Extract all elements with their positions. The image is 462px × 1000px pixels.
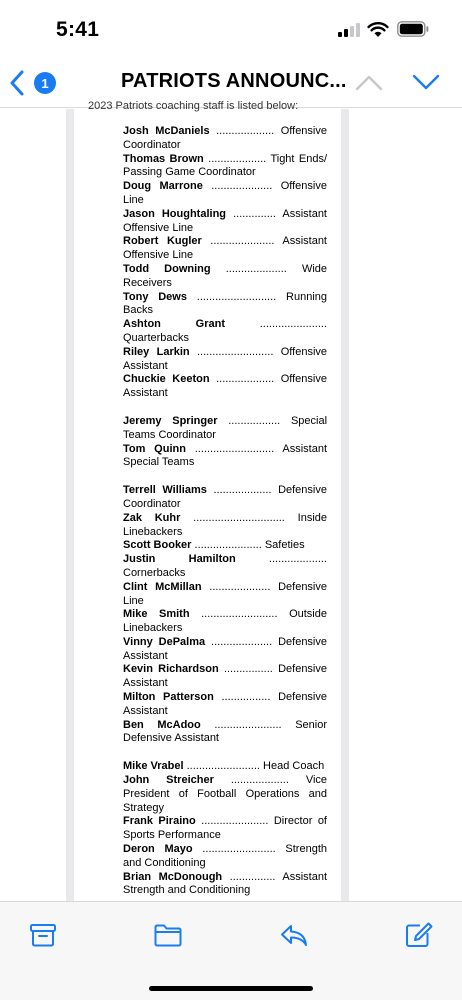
- leader-dots: ...................: [216, 373, 275, 386]
- staff-name: Mike Vrabel: [123, 760, 184, 773]
- staff-name: Todd Downing: [123, 262, 211, 275]
- staff-name: Jeremy Springer: [123, 414, 218, 427]
- staff-name: Clint McMillan: [123, 580, 202, 593]
- staff-entry: [123, 553, 327, 581]
- staff-name: Riley Larkin: [123, 345, 190, 358]
- staff-entry: [123, 208, 327, 236]
- archive-icon[interactable]: [28, 921, 58, 949]
- staff-entry: [123, 843, 327, 871]
- group-spacer: [123, 470, 327, 484]
- status-bar: [0, 0, 462, 58]
- leader-dots: ..........................: [194, 442, 275, 455]
- wifi-icon: [367, 20, 389, 38]
- cellular-signal-icon: [338, 23, 362, 37]
- leader-dots: ...................: [213, 484, 272, 497]
- staff-entry: [123, 760, 327, 774]
- staff-role: Defensive Coordinator: [123, 484, 327, 510]
- staff-name: Mike Smith: [123, 608, 190, 621]
- staff-name: Frank Piraino: [123, 815, 196, 828]
- previous-message-chevron-up-icon[interactable]: [355, 70, 383, 94]
- staff-name: Ashton Grant: [123, 318, 225, 331]
- leader-dots: ......................: [259, 318, 327, 331]
- staff-name: Brian McDonough: [123, 870, 223, 883]
- leader-dots: ...................: [230, 774, 289, 787]
- staff-name: Tony Dews: [123, 290, 187, 303]
- staff-name: Doug Marrone: [123, 180, 203, 193]
- staff-entry: [123, 291, 327, 319]
- leader-dots: .........................: [196, 345, 274, 358]
- staff-role: Cornerbacks: [123, 566, 186, 579]
- staff-name: Vinny DePalma: [123, 635, 206, 648]
- staff-name: John Streicher: [123, 774, 214, 787]
- staff-entry: [123, 663, 327, 691]
- staff-role: Offensive Assistant: [123, 345, 328, 372]
- group-spacer: [123, 401, 327, 415]
- leader-dots: ......................: [194, 539, 262, 552]
- leader-dots: ...................: [208, 152, 267, 165]
- back-button[interactable]: [8, 66, 64, 100]
- leader-dots: ................: [221, 691, 271, 704]
- staff-role: Assistant Offensive Line: [123, 207, 327, 234]
- battery-icon: [397, 21, 429, 37]
- staff-role: Outside Linebackers: [123, 608, 327, 635]
- staff-name: Jason Houghtaling: [123, 207, 227, 220]
- staff-entry: [123, 180, 327, 208]
- staff-entry: [123, 774, 327, 815]
- document-left-margin: [66, 109, 74, 901]
- staff-role: Assistant Strength and Conditioning: [123, 870, 328, 897]
- staff-name: Deron Mayo: [123, 843, 193, 856]
- staff-name: Chuckie Keeton: [123, 373, 210, 386]
- staff-entry: [123, 263, 327, 291]
- staff-name: Robert Kugler: [123, 235, 202, 248]
- reply-icon[interactable]: [279, 921, 309, 949]
- leader-dots: ........................: [186, 760, 260, 773]
- bottom-toolbar: [0, 901, 462, 1000]
- staff-name: Tom Quinn: [123, 442, 186, 455]
- staff-entry: [123, 636, 327, 664]
- staff-role: Senior Defensive Assistant: [123, 718, 327, 745]
- staff-entry: [123, 346, 327, 374]
- staff-entry: [123, 153, 327, 181]
- staff-name: Kevin Richardson: [123, 663, 219, 676]
- staff-entry: [123, 691, 327, 719]
- staff-name: Zak Kuhr: [123, 511, 181, 524]
- staff-entry: [123, 484, 327, 512]
- staff-entry: [123, 581, 327, 609]
- folder-icon[interactable]: [153, 921, 183, 949]
- staff-name: Scott Booker: [123, 539, 192, 552]
- staff-name: Terrell Williams: [123, 484, 207, 497]
- staff-role: Quarterbacks: [123, 331, 190, 344]
- leader-dots: ......................: [214, 718, 282, 731]
- leader-dots: .................: [228, 414, 281, 427]
- staff-role: Offensive Line: [123, 180, 327, 206]
- staff-role: Special Teams Coordinator: [123, 414, 328, 441]
- staff-entry: [123, 373, 327, 401]
- staff-entry: [123, 719, 327, 747]
- staff-role: Defensive Assistant: [123, 691, 327, 717]
- leader-dots: ....................: [225, 262, 287, 275]
- coaching-staff-roster: [123, 125, 327, 898]
- home-indicator: [149, 986, 313, 991]
- staff-entry: [123, 871, 327, 899]
- staff-role: Assistant Special Teams: [123, 442, 328, 469]
- staff-entry: [123, 539, 327, 553]
- leader-dots: ....................: [211, 180, 273, 193]
- staff-entry: [123, 235, 327, 263]
- staff-role: Safeties: [264, 539, 305, 552]
- staff-name: Justin Hamilton: [123, 553, 236, 566]
- staff-entry: [123, 815, 327, 843]
- status-time: 5:41: [56, 18, 100, 41]
- staff-role: Running Backs: [123, 290, 327, 317]
- staff-name: Thomas Brown: [123, 152, 204, 165]
- staff-name: Milton Patterson: [123, 691, 214, 704]
- leader-dots: .........................: [201, 608, 278, 621]
- leader-dots: ....................: [211, 635, 273, 648]
- leader-dots: ..............: [233, 207, 276, 220]
- leader-dots: ..........................: [196, 290, 277, 303]
- leader-dots: ...................: [268, 553, 327, 566]
- chevron-left-icon: [8, 69, 26, 97]
- staff-role: Inside Linebackers: [123, 511, 327, 538]
- document-right-margin: [341, 109, 349, 901]
- staff-name: Ben McAdoo: [123, 718, 201, 731]
- unread-count-badge: 1: [34, 72, 56, 94]
- next-message-chevron-down-icon[interactable]: [412, 70, 440, 94]
- message-body[interactable]: [0, 100, 462, 901]
- leader-dots: ................: [223, 663, 273, 676]
- intro-text-clipped: 2023 Patriots coaching staff is listed below:: [88, 100, 299, 112]
- staff-role: Tight Ends/ Passing Game Coordinator: [123, 152, 327, 179]
- staff-role: Defensive Line: [123, 580, 327, 607]
- staff-role: Defensive Assistant: [123, 663, 327, 690]
- staff-role: Assistant Offensive Line: [123, 235, 327, 262]
- staff-role: Defensive Assistant: [123, 635, 327, 662]
- staff-role: Wide Receivers: [123, 262, 327, 289]
- staff-entry: [123, 608, 327, 636]
- group-spacer: [123, 746, 327, 760]
- staff-entry: [123, 318, 327, 346]
- staff-role: Vice President of Football Operations and Strategy: [123, 774, 328, 814]
- staff-role: Strength and Conditioning: [123, 843, 327, 869]
- staff-role: Offensive Coordinator: [123, 125, 327, 151]
- staff-entry: [123, 443, 327, 471]
- staff-role: Head Coach: [263, 760, 325, 773]
- staff-entry: [123, 125, 327, 153]
- staff-entry: [123, 512, 327, 540]
- leader-dots: .....................: [210, 235, 275, 248]
- leader-dots: ....................: [209, 580, 271, 593]
- message-subject-title: PATRIOTS ANNOUNC...: [121, 70, 347, 92]
- leader-dots: ..............................: [193, 511, 285, 524]
- leader-dots: ........................: [202, 843, 276, 856]
- staff-role: Director of Sports Performance: [123, 815, 327, 842]
- staff-entry: [123, 415, 327, 443]
- staff-name: Josh McDaniels: [123, 125, 210, 137]
- leader-dots: ......................: [201, 815, 269, 828]
- leader-dots: ...................: [216, 125, 275, 137]
- staff-role: Offensive Assistant: [123, 373, 327, 400]
- compose-icon[interactable]: [404, 921, 434, 949]
- leader-dots: ...............: [229, 870, 276, 883]
